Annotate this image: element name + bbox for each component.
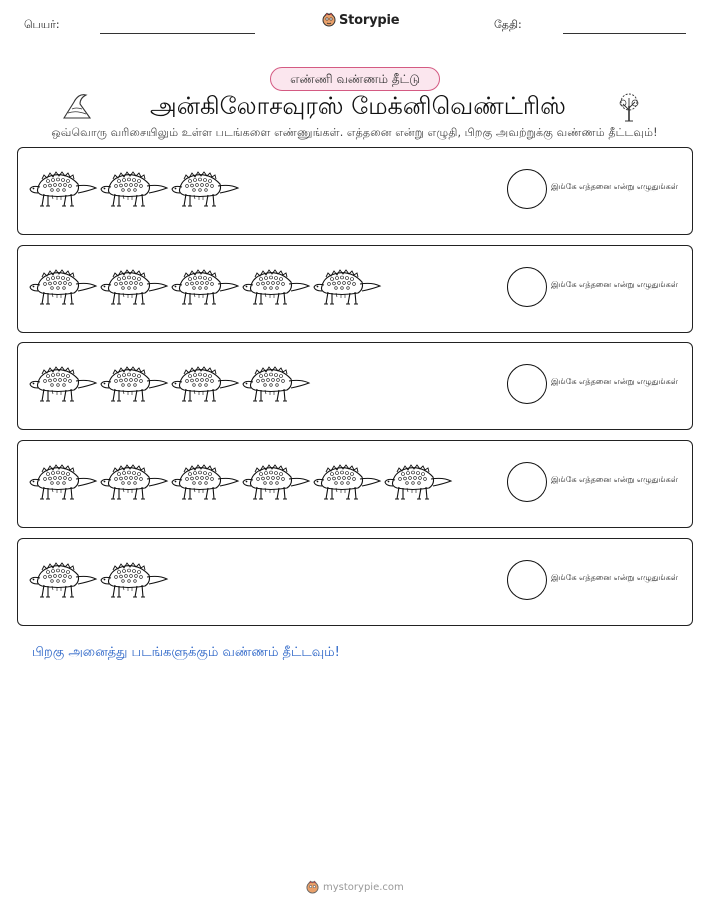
answer-label: இங்கே எத்தனை என்று எழுதுங்கள் bbox=[551, 279, 678, 289]
answer-circle[interactable] bbox=[507, 560, 547, 600]
ankylosaurus-icon[interactable] bbox=[241, 457, 311, 507]
ankylosaurus-icon[interactable] bbox=[241, 262, 311, 312]
dinosaur-group bbox=[28, 457, 453, 507]
ankylosaurus-icon[interactable] bbox=[99, 555, 169, 605]
answer-label: இங்கே எத்தனை என்று எழுதுங்கள் bbox=[551, 475, 678, 485]
storypie-logo-icon bbox=[306, 880, 319, 895]
answer-label: இங்கே எத்தனை என்று எழுதுங்கள் bbox=[551, 182, 678, 191]
answer-circle[interactable] bbox=[507, 462, 547, 502]
dinosaur-group bbox=[28, 359, 311, 409]
ankylosaurus-icon[interactable] bbox=[99, 457, 169, 507]
worksheet-type-badge: எண்ணி வண்ணம் தீட்டு bbox=[270, 67, 440, 91]
answer-circle[interactable] bbox=[507, 169, 547, 209]
dinosaur-group bbox=[28, 262, 382, 312]
page-title: அன்கிலோசவுரஸ் மேக்னிவெண்ட்ரிஸ் bbox=[150, 92, 566, 120]
worksheet-header bbox=[0, 0, 709, 50]
ankylosaurus-icon[interactable] bbox=[99, 359, 169, 409]
tree-icon bbox=[615, 92, 643, 122]
counting-row bbox=[17, 538, 693, 626]
ankylosaurus-icon[interactable] bbox=[99, 164, 169, 214]
ankylosaurus-icon[interactable] bbox=[170, 457, 240, 507]
answer-circle[interactable] bbox=[507, 267, 547, 307]
ankylosaurus-icon[interactable] bbox=[241, 359, 311, 409]
ankylosaurus-icon[interactable] bbox=[170, 359, 240, 409]
ankylosaurus-icon[interactable] bbox=[170, 262, 240, 312]
counting-row bbox=[17, 147, 693, 235]
date-label: தேதி: bbox=[494, 18, 522, 31]
site-footer bbox=[306, 880, 404, 895]
ankylosaurus-icon[interactable] bbox=[28, 164, 98, 214]
ankylosaurus-icon[interactable] bbox=[28, 555, 98, 605]
dinosaur-group bbox=[28, 164, 240, 214]
ankylosaurus-icon[interactable] bbox=[99, 262, 169, 312]
site-url: mystorypie.com bbox=[323, 882, 404, 893]
date-field-line[interactable] bbox=[563, 33, 686, 34]
name-label: பெயர்: bbox=[24, 18, 60, 31]
answer-label: இங்கே எத்தனை என்று எழுதுங்கள் bbox=[551, 572, 678, 582]
brand-name: Storypie bbox=[339, 12, 400, 28]
counting-row bbox=[17, 245, 693, 333]
counting-row bbox=[17, 342, 693, 430]
instructions: ஒவ்வொரு வரிசையிலும் உள்ள படங்களை எண்ணுங்கள். எத்தனை என்று எழுதி, பிறகு அவற்றுக்கு வண்ணம் தீட்டவும்! bbox=[51, 126, 658, 139]
ankylosaurus-icon[interactable] bbox=[312, 457, 382, 507]
name-field-line[interactable] bbox=[100, 33, 255, 34]
ankylosaurus-icon[interactable] bbox=[170, 164, 240, 214]
dinosaur-group bbox=[28, 555, 169, 605]
storypie-logo-icon bbox=[322, 12, 336, 28]
counting-row bbox=[17, 440, 693, 528]
ankylosaurus-icon[interactable] bbox=[28, 262, 98, 312]
footer-note: பிறகு அனைத்து படங்களுக்கும் வண்ணம் தீட்டவும்! bbox=[32, 645, 340, 660]
ankylosaurus-icon[interactable] bbox=[312, 262, 382, 312]
ankylosaurus-icon[interactable] bbox=[28, 359, 98, 409]
title-row bbox=[0, 92, 709, 122]
counting-rows bbox=[17, 147, 693, 635]
volcano-icon bbox=[62, 92, 94, 120]
ankylosaurus-icon[interactable] bbox=[383, 457, 453, 507]
answer-label: இங்கே எத்தனை என்று எழுதுங்கள் bbox=[551, 377, 678, 387]
ankylosaurus-icon[interactable] bbox=[28, 457, 98, 507]
brand bbox=[322, 12, 399, 28]
answer-circle[interactable] bbox=[507, 364, 547, 404]
